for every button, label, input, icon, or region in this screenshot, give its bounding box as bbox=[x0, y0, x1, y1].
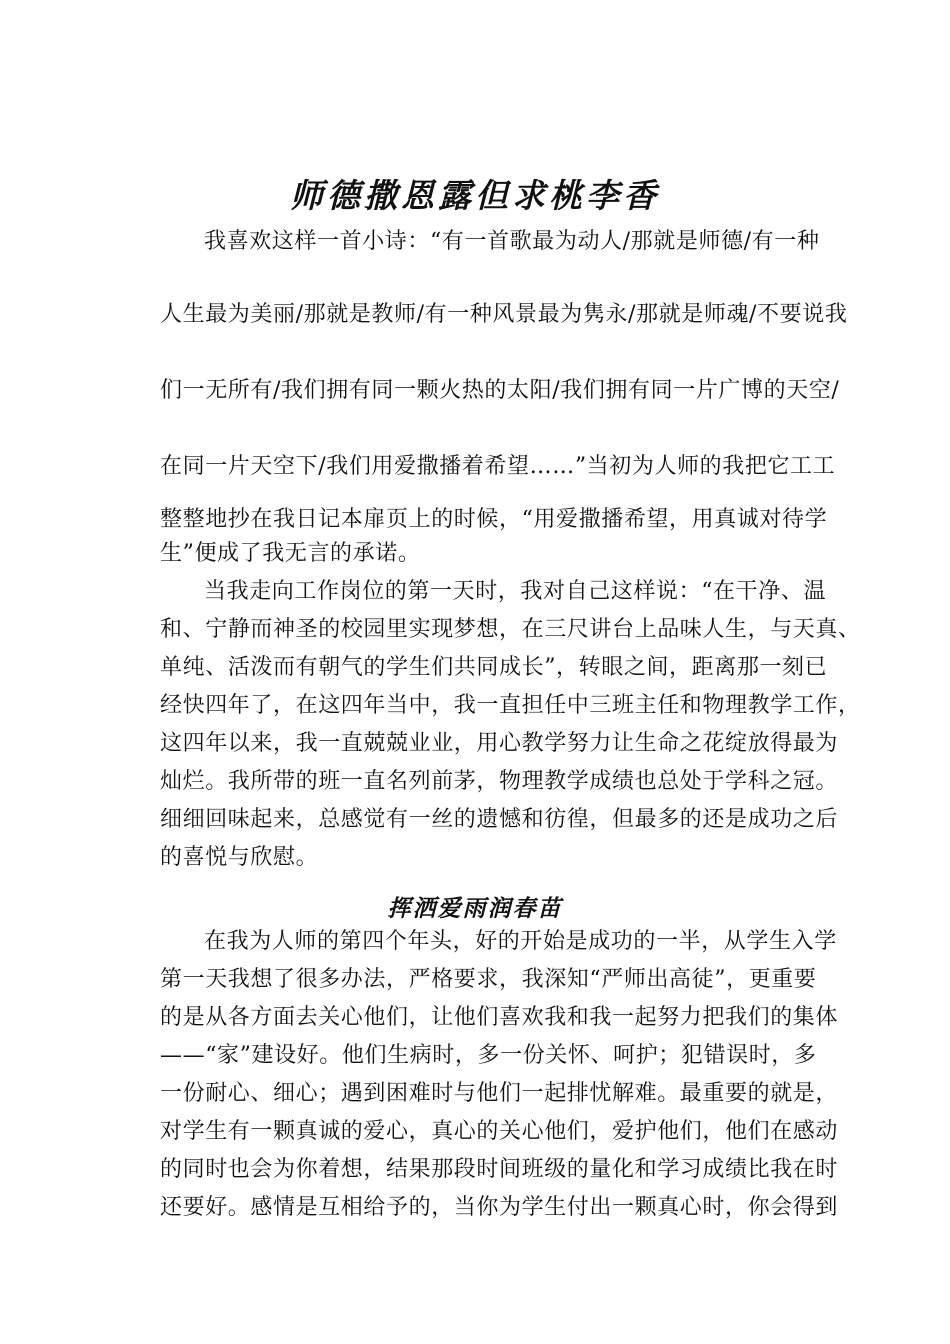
paragraph-line: 的同时也会为你着想，结果那段时间班级的量化和学习成绩比我在时 bbox=[160, 1157, 839, 1182]
paragraph-line: 这四年以来，我一直兢兢业业，用心教学努力让生命之花绽放得最为 bbox=[160, 731, 839, 756]
paragraph-line: 一份耐心、细心；遇到困难时与他们一起排忧解难。最重要的就是， bbox=[160, 1081, 839, 1106]
paragraph-line: 的喜悦与欣慰。 bbox=[160, 845, 319, 870]
paragraph-line: 生”便成了我无言的承诺。 bbox=[160, 541, 421, 566]
paragraph-line: 我喜欢这样一首小诗：“有一首歌最为动人/那就是师德/有一种 bbox=[204, 229, 820, 254]
paragraph-line: 在同一片天空下/我们用爱撒播着希望……”当初为人师的我把它工工 bbox=[160, 454, 836, 479]
paragraph-line: 人生最为美丽/那就是教师/有一种风景最为隽永/那就是师魂/不要说我 bbox=[160, 302, 848, 327]
paragraph-line: 们一无所有/我们拥有同一颗火热的太阳/我们拥有同一片广博的天空/ bbox=[160, 378, 840, 403]
paragraph-line: 的是从各方面去关心他们，让他们喜欢我和我一起努力把我们的集体 bbox=[160, 1005, 839, 1030]
paragraph-line: 第一天我想了很多办法，严格要求，我深知“严师出高徒”，更重要 bbox=[160, 967, 817, 992]
paragraph-line: 对学生有一颗真诚的爱心，真心的关心他们，爱护他们，他们在感动 bbox=[160, 1119, 839, 1144]
paragraph-line: 整整地抄在我日记本扉页上的时候，“用爱撒播希望，用真诚对待学 bbox=[160, 507, 828, 532]
paragraph-line: 和、宁静而神圣的校园里实现梦想，在三尺讲台上品味人生，与天真、 bbox=[160, 617, 861, 642]
paragraph-line: 细细回味起来，总感觉有一丝的遗憾和彷徨，但最多的还是成功之后 bbox=[160, 807, 839, 832]
document-title: 师德撒恩露但求桃李香 bbox=[290, 176, 660, 215]
paragraph-line: ——“家”建设好。他们生病时，多一份关怀、呵护；犯错误时，多 bbox=[160, 1043, 817, 1068]
section-subtitle: 挥洒爱雨润春苗 bbox=[387, 895, 563, 922]
paragraph-line: 单纯、活泼而有朝气的学生们共同成长”，转眼之间，距离那一刻已 bbox=[160, 655, 828, 680]
paragraph-line: 在我为人师的第四个年头，好的开始是成功的一半，从学生入学 bbox=[204, 929, 837, 954]
paragraph-line: 当我走向工作岗位的第一天时，我对自己这样说：“在干净、温 bbox=[204, 579, 827, 604]
paragraph-line: 灿烂。我所带的班一直名列前茅，物理教学成绩也总处于学科之冠。 bbox=[160, 769, 839, 794]
paragraph-line: 经快四年了，在这四年当中，我一直担任中三班主任和物理教学工作， bbox=[160, 693, 861, 718]
paragraph-line: 还要好。感情是互相给予的，当你为学生付出一颗真心时，你会得到 bbox=[160, 1195, 839, 1220]
